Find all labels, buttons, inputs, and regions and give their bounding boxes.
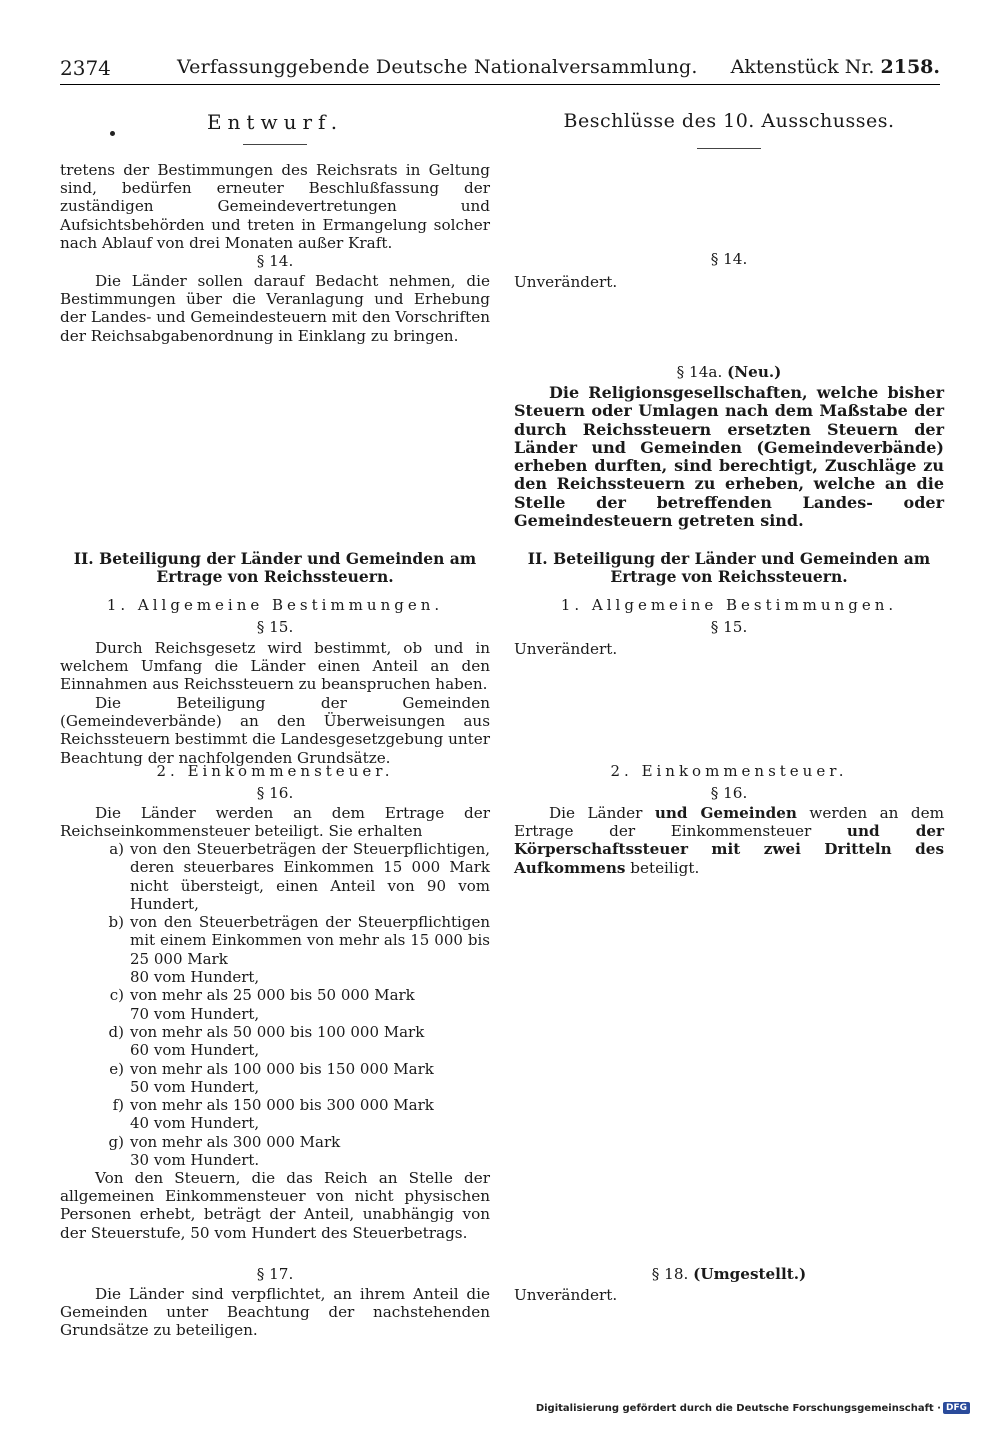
aktenstueck-prefix: Aktenstück Nr. <box>730 56 875 78</box>
header-title: Verfassunggebende Deutsche Nationalversammlung. <box>177 56 698 78</box>
section-17-heading: § 17. <box>256 1265 294 1283</box>
section-16-text <box>514 804 944 877</box>
bold-run: und Gemeinden <box>654 804 797 822</box>
section-14-heading: § 14. <box>256 252 294 270</box>
section-14a-tag: (Neu.) <box>727 363 782 381</box>
list-label: g) <box>108 1132 124 1151</box>
list-item <box>60 1060 490 1078</box>
section-15-text-1: Durch Reichsgesetz wird bestimmt, ob und in welchem Umfang die Länder einen Anteil an den Einnahmen aus Reichssteuern zu beanspruchen haben. <box>60 639 490 694</box>
text-run: Die Länder <box>549 804 655 822</box>
list-continuation: 30 vom Hundert. <box>130 1151 260 1170</box>
page-header <box>60 56 940 82</box>
aktenstueck-label <box>731 56 940 78</box>
section-18-number: § 18. <box>651 1265 689 1283</box>
title-rule <box>243 144 307 145</box>
page-number: 2374 <box>60 56 111 80</box>
list-continuation: 50 vom Hundert, <box>130 1077 260 1096</box>
list-text: von mehr als 100 000 bis 150 000 Mark <box>130 1059 434 1078</box>
list-item <box>60 986 490 1004</box>
part-2-heading: II. Beteiligung der Länder und Gemeinden am Ertrage von Reichssteuern. <box>73 549 477 586</box>
list-text: von mehr als 25 000 bis 50 000 Mark <box>130 986 415 1005</box>
dfg-logo: DFG <box>943 1402 970 1414</box>
title-rule <box>697 148 761 149</box>
list-label: c) <box>109 986 124 1005</box>
footer-text: Digitalisierung gefördert durch die Deutsche Forschungsgemeinschaft · <box>535 1402 941 1414</box>
section-14a-number: § 14a. <box>676 363 723 381</box>
section-15-heading: § 15. <box>710 618 748 636</box>
bold-run: und der Körperschaftssteuer mit zwei Dritteln des Aufkommens <box>514 822 944 877</box>
section-15-text: Unverändert. <box>514 640 618 658</box>
section-16-closing: Von den Steuern, die das Reich an Stelle der allgemeinen Einkommensteuer von nicht physischen Personen erhebt, beträgt der Anteil, unabhängig von der Steuerstufe, 50 vom Hundert des Steuerbetrags. <box>60 1169 490 1242</box>
section-16-intro: Die Länder werden an dem Ertrage der Reichseinkommensteuer beteiligt. Sie erhalten <box>60 804 490 841</box>
list-text: von mehr als 300 000 Mark <box>130 1132 341 1151</box>
list-text: von den Steuerbeträgen der Steuerpflichtigen mit einem Einkommen von mehr als 15 000 bis 25 000 Mark <box>130 913 490 968</box>
section-15-text-2: Die Beteiligung der Gemeinden (Gemeindeverbände) an den Überweisungen aus Reichssteuern bestimmt die Landesgesetzgebung unter Beachtung der nachfolgenden Grundsätze. <box>60 694 490 767</box>
intro-paragraph: tretens der Bestimmungen des Reichsrats in Geltung sind, bedürfen erneuter Beschlußfassung der zuständigen Gemeindevertretungen und Aufsichtsbehörden und treten in Ermangelung solcher nach Ablauf von drei Monaten außer Kraft. <box>60 161 490 252</box>
list-item <box>60 1023 490 1041</box>
section-18-text: Unverändert. <box>514 1286 618 1304</box>
list-continuation: 60 vom Hundert, <box>130 1041 260 1060</box>
text-run: beteiligt. <box>625 858 700 877</box>
subheading-general: 1. Allgemeine Bestimmungen. <box>560 596 898 614</box>
right-column-title-block <box>514 110 944 149</box>
list-text: von mehr als 50 000 bis 100 000 Mark <box>130 1022 425 1041</box>
section-16-heading: § 16. <box>710 784 748 802</box>
left-column-title: Entwurf. <box>206 110 344 134</box>
list-label: e) <box>109 1059 124 1078</box>
list-continuation: 80 vom Hundert, <box>130 968 260 987</box>
section-14-text: Die Länder sollen darauf Bedacht nehmen, die Bestimmungen über die Veranlagung und Erhebung der Landes- und Gemeindesteuern mit den Vorschriften der Reichsabgabenordnung in Einklang zu bringen. <box>60 272 490 345</box>
section-17-text: Die Länder sind verpflichtet, an ihrem Anteil die Gemeinden unter Beachtung der nachstehenden Grundsätze zu beteiligen. <box>60 1285 490 1340</box>
right-column-title: Beschlüsse des 10. Ausschusses. <box>563 110 895 132</box>
list-continuation: 40 vom Hundert, <box>130 1114 260 1133</box>
list-text: von den Steuerbeträgen der Steuerpflichtigen, deren steuerbares Einkommen 15 000 Mark nicht übersteigt, einen Anteil von 90 vom Hundert, <box>130 840 490 913</box>
list-item <box>60 1096 490 1114</box>
list-item <box>60 913 490 968</box>
list-item <box>60 840 490 913</box>
section-14a-heading <box>514 363 944 381</box>
section-14-heading: § 14. <box>710 250 748 268</box>
print-speck <box>110 131 115 136</box>
part-2-heading: II. Beteiligung der Länder und Gemeinden am Ertrage von Reichssteuern. <box>527 549 931 586</box>
list-label: a) <box>109 840 124 858</box>
section-15-heading: § 15. <box>256 618 294 636</box>
list-label: f) <box>112 1096 124 1115</box>
section-16-heading: § 16. <box>256 784 294 802</box>
subheading-income-tax: 2. Einkommensteuer. <box>610 762 848 780</box>
section-18-heading <box>514 1265 944 1283</box>
list-item <box>60 1133 490 1151</box>
list-label: b) <box>108 913 124 932</box>
section-14a-text: Die Religionsgesellschaften, welche bisher Steuern oder Umlagen nach dem Maßstabe der durch Reichssteuern ersetzten Steuern der Länder und Gemeinden (Gemeindeverbände) erheben durften, sind berechtigt, Zuschläge zu den Reichssteuern zu erheben, welche an die Stelle der betreffenden Landes- oder Gemeindesteuern getreten sind. <box>514 383 944 531</box>
header-rule <box>60 84 940 85</box>
list-label: d) <box>108 1022 124 1041</box>
section-16-list <box>60 840 490 1169</box>
aktenstueck-number: 2158. <box>880 56 940 78</box>
subheading-income-tax: 2. Einkommensteuer. <box>156 762 394 780</box>
list-text: von mehr als 150 000 bis 300 000 Mark <box>130 1096 434 1115</box>
list-continuation: 70 vom Hundert, <box>130 1004 260 1023</box>
section-14-text: Unverändert. <box>514 273 618 291</box>
section-18-tag: (Umgestellt.) <box>693 1265 807 1283</box>
text-run: werden an dem Ertrage der Einkommensteuer <box>514 804 944 841</box>
left-column-title-block <box>60 110 490 145</box>
footer <box>536 1402 970 1414</box>
subheading-general: 1. Allgemeine Bestimmungen. <box>106 596 444 614</box>
